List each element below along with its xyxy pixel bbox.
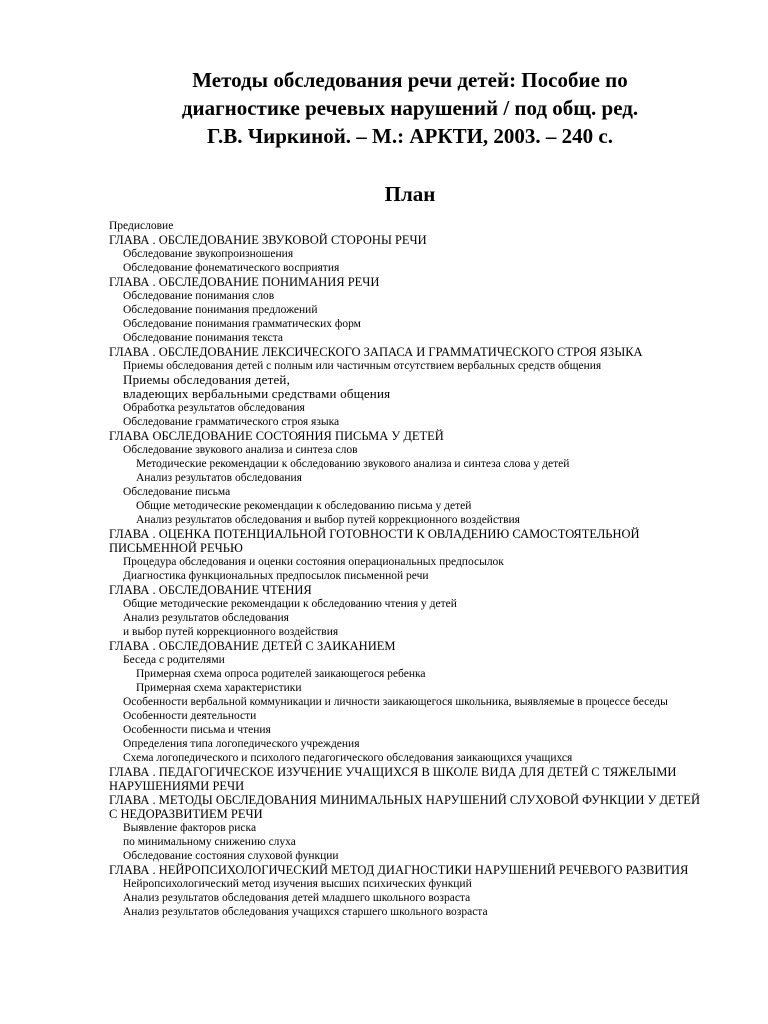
toc-item: Обследование фонематического восприятия (123, 262, 340, 274)
toc-item: Предисловие (109, 220, 174, 232)
title-line: диагностике речевых нарушений / под общ. ред. (181, 96, 639, 120)
toc-chapter: ГЛАВА . МЕТОДЫ ОБСЛЕДОВАНИЯ МИНИМАЛЬНЫХ НАРУШЕНИЙ СЛУХОВОЙ ФУНКЦИИ У ДЕТЕЙ С НЕДОРАЗВИТИЕМ РЕЧИ (109, 793, 700, 821)
toc-item: Анализ результатов обследования (136, 472, 302, 484)
toc-chapter: ГЛАВА . ПЕДАГОГИЧЕСКОЕ ИЗУЧЕНИЕ УЧАЩИХСЯ В ШКОЛЕ ВИДА ДЛЯ ДЕТЕЙ С ТЯЖЕЛЫМИ НАРУШЕНИЯМИ РЕЧИ (109, 765, 677, 793)
toc-item: Анализ результатов обследования (123, 612, 289, 624)
toc-item: Примерная схема характеристики (136, 682, 302, 694)
plan-heading: План (384, 182, 436, 206)
toc-chapter: ГЛАВА . ОБСЛЕДОВАНИЕ ДЕТЕЙ С ЗАИКАНИЕМ (109, 639, 396, 653)
toc-item: Анализ результатов обследования и выбор путей коррекционного воздействия (136, 514, 520, 526)
toc-item: Беседа с родителями (123, 654, 225, 666)
toc-item: Приемы обследования детей с полным или частичным отсутствием вербальных средств общения (123, 360, 602, 372)
toc-item: Приемы обследования детей, (123, 372, 291, 387)
toc-item: Методические рекомендации к обследованию звукового анализа и синтеза слова у детей (136, 458, 570, 470)
toc-item: Обследование состояния слуховой функции (123, 850, 339, 862)
toc-item: Обследование звукового анализа и синтеза слов (123, 444, 358, 456)
toc-item: Особенности деятельности (123, 710, 257, 722)
toc-item: Обследование звукопроизношения (123, 248, 294, 260)
toc-item: Обследование понимания предложений (123, 304, 318, 316)
toc-item: Обследование понимания слов (123, 290, 275, 302)
toc-chapter: ГЛАВА . ОБСЛЕДОВАНИЕ ЗВУКОВОЙ СТОРОНЫ РЕЧИ (109, 233, 427, 247)
toc-item: Обследование грамматического строя языка (123, 416, 340, 428)
table-of-contents (109, 219, 709, 919)
toc-chapter: ГЛАВА ОБСЛЕДОВАНИЕ СОСТОЯНИЯ ПИСЬМА У ДЕТЕЙ (109, 429, 444, 443)
toc-item: Обследование понимания текста (123, 332, 284, 344)
toc-item: Обработка результатов обследования (123, 402, 305, 414)
toc-item: по минимальному снижению слуха (123, 836, 296, 848)
toc-chapter: ГЛАВА . НЕЙРОПСИХОЛОГИЧЕСКИЙ МЕТОД ДИАГНОСТИКИ НАРУШЕНИЙ РЕЧЕВОГО РАЗВИТИЯ (109, 863, 689, 877)
toc-chapter: ГЛАВА . ОБСЛЕДОВАНИЕ ЧТЕНИЯ (109, 583, 312, 597)
title-line: Методы обследования речи детей: Пособие по (192, 68, 628, 92)
toc-item: Выявление факторов риска (123, 822, 257, 834)
toc-item: Анализ результатов обследования учащихся старшего школьного возраста (123, 906, 488, 918)
toc-item: Особенности вербальной коммуникации и личности заикающегося школьника, выявляемые в процессе беседы (123, 696, 668, 708)
toc-item: Общие методические рекомендации к обследованию чтения у детей (123, 598, 457, 610)
title-line: Г.В. Чиркиной. – М.: АРКТИ, 2003. – 240 с. (206, 124, 614, 148)
toc-item: Обследование письма (123, 486, 231, 498)
document-title (100, 66, 720, 150)
toc-item: Определения типа логопедического учреждения (123, 738, 360, 750)
toc-item: Схема логопедического и психолого педагогического обследования заикающихся учащихся (123, 752, 573, 764)
toc-item: Обследование понимания грамматических форм (123, 318, 361, 330)
toc-item: владеющих вербальными средствами общения (123, 386, 391, 401)
toc-item: Примерная схема опроса родителей заикающегося ребенка (136, 668, 426, 680)
toc-chapter: ГЛАВА . ОЦЕНКА ПОТЕНЦИАЛЬНОЙ ГОТОВНОСТИ К ОВЛАДЕНИЮ САМОСТОЯТЕЛЬНОЙ ПИСЬМЕННОЙ РЕЧЬЮ (109, 527, 640, 555)
toc-item: Процедура обследования и оценки состояния операциональных предпосылок (123, 556, 504, 568)
toc-chapter: ГЛАВА . ОБСЛЕДОВАНИЕ ПОНИМАНИЯ РЕЧИ (109, 275, 380, 289)
toc-item: и выбор путей коррекционного воздействия (123, 626, 339, 638)
toc-item: Особенности письма и чтения (123, 724, 271, 736)
toc-item: Диагностика функциональных предпосылок письменной речи (123, 570, 429, 582)
toc-item: Нейропсихологический метод изучения высших психических функций (123, 878, 472, 890)
toc-item: Общие методические рекомендации к обследованию письма у детей (136, 500, 472, 512)
toc-chapter: ГЛАВА . ОБСЛЕДОВАНИЕ ЛЕКСИЧЕСКОГО ЗАПАСА И ГРАММАТИЧЕСКОГО СТРОЯ ЯЗЫКА (109, 345, 643, 359)
toc-item: Анализ результатов обследования детей младшего школьного возраста (123, 892, 471, 904)
